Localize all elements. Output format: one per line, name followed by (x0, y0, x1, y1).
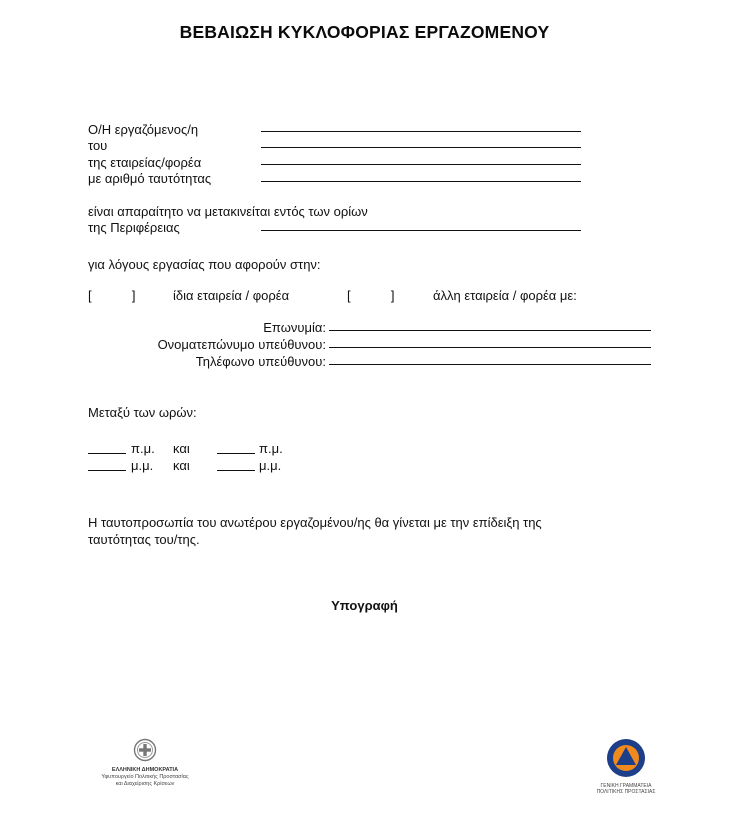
employee-label: Ο/Η εργαζόμενος/η (88, 122, 199, 137)
left-logo-line3: και Διαχείρισης Κρίσεων (115, 781, 175, 787)
greek-coat-of-arms-icon (133, 738, 157, 762)
hours-am-to-line[interactable] (217, 453, 255, 454)
other-company-label: άλλη εταιρεία / φορέα με: (433, 288, 577, 303)
right-logo-line1: ΓΕΝΙΚΗ ΓΡΑΜΜΑΤΕΙΑ (600, 783, 652, 789)
father-name-label: του (88, 138, 108, 153)
checkbox-bracket-open: [ (88, 288, 92, 303)
employee-input-line[interactable] (261, 131, 581, 132)
region-intro-text: είναι απαραίτητο να μετακινείται εντός των ορίων (88, 204, 368, 219)
hours-pm-from-suffix: μ.μ. (131, 458, 154, 473)
left-logo-line1: ΕΛΛΗΝΙΚΗ ΔΗΜΟΚΡΑΤΙΑ (111, 767, 179, 773)
hours-pm-joiner: και (173, 458, 190, 473)
purpose-text: για λόγους εργασίας που αφορούν στην: (88, 257, 321, 272)
hours-pm-to-line[interactable] (217, 470, 255, 471)
responsible-name-input-line[interactable] (329, 347, 651, 348)
signature-label: Υπογραφή (331, 598, 398, 613)
responsible-phone-label: Τηλέφωνο υπεύθυνου: (195, 354, 326, 369)
other-company-checkbox[interactable] (347, 288, 395, 303)
identity-note-line1: Η ταυτοπροσωπία του ανωτέρου εργαζομένου/ης θα γίνεται με την επίδειξη της (88, 515, 542, 530)
responsible-phone-input-line[interactable] (329, 364, 651, 365)
identity-note-line2: ταυτότητας του/της. (88, 532, 200, 547)
hours-am-from-suffix: π.μ. (131, 441, 155, 456)
left-logo-line2: Υφυπουργείο Πολιτικής Προστασίας (101, 774, 189, 780)
same-company-label: ίδια εταιρεία / φορέα (173, 288, 290, 303)
hours-am-from-line[interactable] (88, 453, 126, 454)
right-logo-line2: ΠΟΛΙΤΙΚΗΣ ΠΡΟΣΤΑΣΙΑΣ (596, 789, 656, 795)
checkbox-bracket-open: [ (347, 288, 351, 303)
same-company-checkbox[interactable] (88, 288, 136, 303)
civil-protection-logo (594, 738, 658, 795)
id-number-label: με αριθμό ταυτότητας (88, 171, 212, 186)
checkbox-bracket-close: ] (390, 288, 395, 303)
region-input-line[interactable] (261, 230, 581, 231)
greek-republic-logo (90, 738, 200, 788)
father-name-input-line[interactable] (261, 147, 581, 148)
company-input-line[interactable] (261, 164, 581, 165)
hours-am-to-suffix: π.μ. (259, 441, 283, 456)
hours-pm-to-suffix: μ.μ. (259, 458, 282, 473)
document-title: ΒΕΒΑΙΩΣΗ ΚΥΚΛΟΦΟΡΙΑΣ ΕΡΓΑΖΟΜΕΝΟΥ (179, 22, 550, 42)
hours-label: Μεταξύ των ωρών: (88, 405, 197, 420)
region-label: της Περιφέρειας (88, 220, 180, 235)
hours-pm-from-line[interactable] (88, 470, 126, 471)
company-name-label: Επωνυμία: (263, 320, 326, 335)
company-label: της εταιρείας/φορέα (88, 155, 202, 170)
id-number-input-line[interactable] (261, 181, 581, 182)
company-name-input-line[interactable] (329, 330, 651, 331)
civil-protection-emblem-icon (606, 738, 646, 778)
checkbox-bracket-close: ] (131, 288, 136, 303)
hours-am-joiner: και (173, 441, 190, 456)
responsible-name-label: Ονοματεπώνυμο υπεύθυνου: (157, 337, 326, 352)
